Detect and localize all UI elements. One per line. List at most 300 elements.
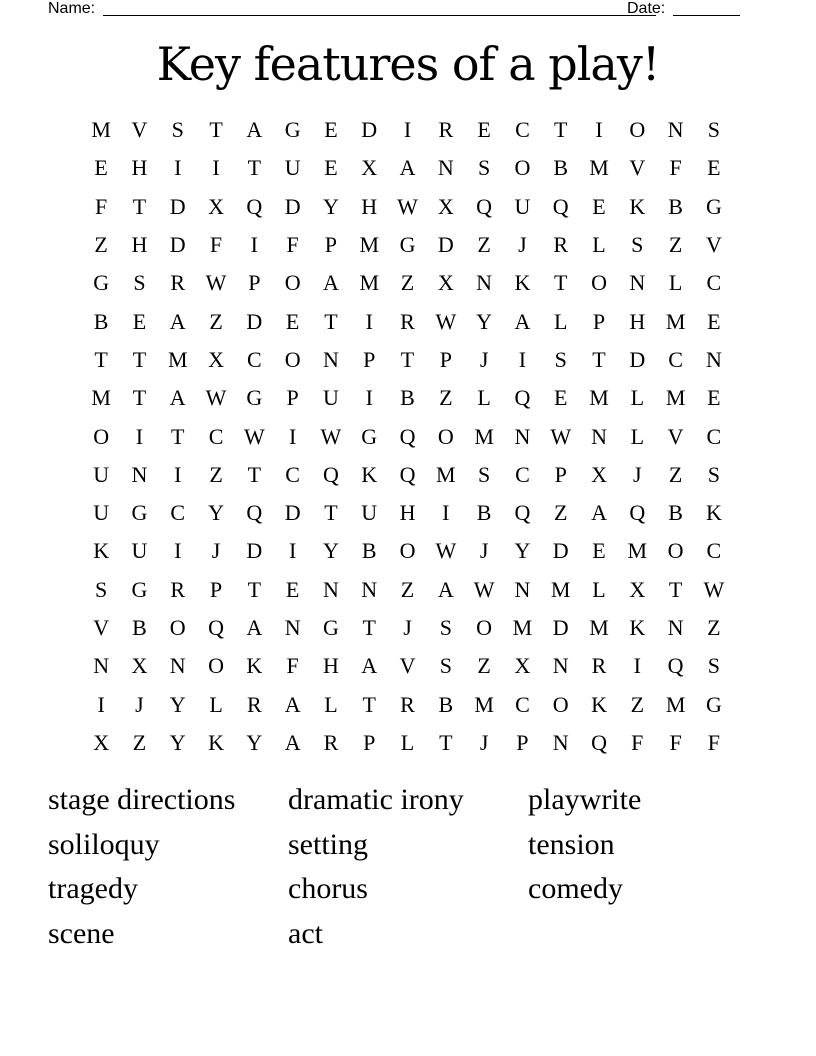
grid-letter[interactable]: Z xyxy=(400,270,415,296)
grid-letter[interactable]: W xyxy=(397,193,418,219)
grid-letter[interactable]: O xyxy=(667,538,684,564)
grid-letter[interactable]: J xyxy=(518,232,527,258)
name-line[interactable] xyxy=(103,15,656,16)
grid-letter[interactable]: T xyxy=(592,346,606,372)
page-title: Key features of a play! xyxy=(156,37,660,91)
word-list-item: scene xyxy=(48,916,115,950)
grid-letter[interactable]: C xyxy=(246,346,262,372)
grid-letter[interactable]: F xyxy=(95,193,108,219)
grid-letter[interactable]: N xyxy=(361,576,378,602)
grid-letter[interactable]: A xyxy=(437,576,454,602)
grid-letter[interactable]: Q xyxy=(629,500,646,526)
grid-letter[interactable]: A xyxy=(246,117,263,143)
grid-letter[interactable]: U xyxy=(514,193,531,219)
grid-letter[interactable]: P xyxy=(592,308,606,334)
grid-letter[interactable]: M xyxy=(550,576,571,602)
grid-letter[interactable]: M xyxy=(665,691,686,717)
grid-letter[interactable]: O xyxy=(208,653,224,679)
grid-letter[interactable]: L xyxy=(592,232,606,258)
grid-letter[interactable]: U xyxy=(284,155,301,181)
grid-letter[interactable]: N xyxy=(284,615,301,640)
grid-letter[interactable]: T xyxy=(400,346,415,372)
grid-letter[interactable]: K xyxy=(93,538,110,564)
grid-letter[interactable]: N xyxy=(667,117,684,143)
grid-letter[interactable]: T xyxy=(668,576,683,602)
grid-letter[interactable]: Y xyxy=(322,538,339,564)
grid-letter[interactable]: K xyxy=(629,615,646,640)
grid-letter[interactable]: X xyxy=(514,653,531,679)
grid-letter[interactable]: L xyxy=(668,270,683,296)
grid-letter[interactable]: N xyxy=(629,270,646,296)
grid-letter[interactable]: R xyxy=(553,232,569,258)
grid-letter[interactable]: G xyxy=(284,117,301,143)
grid-letter[interactable]: D xyxy=(169,232,186,258)
grid-letter[interactable]: O xyxy=(437,423,454,449)
grid-letter[interactable]: Z xyxy=(400,576,415,602)
grid-letter[interactable]: F xyxy=(209,232,223,258)
grid-letter[interactable]: M xyxy=(436,461,456,487)
grid-letter[interactable]: N xyxy=(705,346,722,372)
grid-letter[interactable]: N xyxy=(476,270,493,296)
grid-letter[interactable]: R xyxy=(591,653,607,679)
grid-letter[interactable]: O xyxy=(514,155,531,181)
grid-letter[interactable]: P xyxy=(516,729,529,755)
grid-letter[interactable]: C xyxy=(706,270,722,296)
grid-letter[interactable]: Y xyxy=(514,538,531,564)
grid-letter[interactable]: M xyxy=(91,117,111,143)
grid-letter[interactable]: E xyxy=(285,308,300,334)
grid-letter[interactable]: V xyxy=(705,232,722,258)
grid-letter[interactable]: L xyxy=(592,576,606,602)
grid-letter[interactable]: M xyxy=(167,346,188,372)
word-list-item: soliloquy xyxy=(48,827,160,861)
grid-letter[interactable]: X xyxy=(629,576,646,602)
grid-letter[interactable]: K xyxy=(591,691,607,717)
grid-letter[interactable]: M xyxy=(359,270,379,296)
grid-letter[interactable]: T xyxy=(171,423,185,449)
grid-letter[interactable]: D xyxy=(284,193,301,219)
grid-letter[interactable]: G xyxy=(361,423,378,449)
grid-letter[interactable]: R xyxy=(400,308,415,334)
grid-letter[interactable]: W xyxy=(703,576,725,602)
grid-letter[interactable]: N xyxy=(552,653,569,679)
grid-letter[interactable]: L xyxy=(630,423,645,449)
grid-letter[interactable]: G xyxy=(322,615,339,640)
grid-letter[interactable]: S xyxy=(707,653,721,679)
grid-letter[interactable]: X xyxy=(437,193,454,219)
grid-letter[interactable]: T xyxy=(439,729,453,755)
grid-letter[interactable]: W xyxy=(435,308,457,334)
grid-letter[interactable]: C xyxy=(706,423,722,449)
grid-letter[interactable]: X xyxy=(361,155,378,181)
grid-letter[interactable]: M xyxy=(627,538,648,564)
grid-letter[interactable]: E xyxy=(707,155,721,181)
grid-letter[interactable]: T xyxy=(553,117,568,143)
grid-letter[interactable]: Y xyxy=(322,193,339,219)
grid-letter[interactable]: X xyxy=(131,653,148,679)
grid-letter[interactable]: N xyxy=(322,346,339,372)
grid-letter[interactable]: Y xyxy=(476,308,493,334)
grid-letter[interactable]: E xyxy=(94,155,108,181)
grid-letter[interactable]: I xyxy=(403,117,412,143)
grid-letter[interactable]: W xyxy=(320,423,342,449)
grid-letter[interactable]: T xyxy=(247,576,262,602)
grid-letter[interactable]: X xyxy=(208,193,224,219)
grid-letter[interactable]: T xyxy=(362,691,376,717)
grid-letter[interactable]: O xyxy=(284,346,301,372)
grid-letter[interactable]: U xyxy=(322,385,339,411)
grid-letter[interactable]: T xyxy=(132,346,147,372)
grid-letter[interactable]: Z xyxy=(94,232,108,258)
grid-letter[interactable]: O xyxy=(93,423,110,449)
grid-letter[interactable]: A xyxy=(591,500,607,526)
grid-letter[interactable]: E xyxy=(553,385,568,411)
grid-letter[interactable]: I xyxy=(442,500,450,526)
grid-letter[interactable]: O xyxy=(552,691,569,717)
header xyxy=(48,0,740,20)
grid-letter[interactable]: K xyxy=(246,653,263,679)
grid-letter[interactable]: S xyxy=(439,653,452,679)
grid-letter[interactable]: O xyxy=(591,270,607,296)
grid-letter[interactable]: Y xyxy=(208,500,224,526)
grid-letter[interactable]: L xyxy=(477,385,491,411)
grid-letter[interactable]: D xyxy=(437,232,454,258)
grid-letter[interactable]: T xyxy=(132,385,147,411)
word-list-item: act xyxy=(288,916,323,950)
grid-letter[interactable]: L xyxy=(553,308,568,334)
grid-letter[interactable]: I xyxy=(135,423,144,449)
grid-letter[interactable]: N xyxy=(552,729,569,755)
grid-letter[interactable]: P xyxy=(209,576,223,602)
grid-letter[interactable]: R xyxy=(246,691,262,717)
grid-letter[interactable]: I xyxy=(174,538,182,564)
grid-letter[interactable]: Z xyxy=(209,308,223,334)
grid-letter[interactable]: E xyxy=(477,117,491,143)
grid-letter[interactable]: A xyxy=(361,653,378,679)
grid-letter[interactable]: R xyxy=(323,729,339,755)
grid-letter[interactable]: Y xyxy=(246,729,263,755)
grid-letter[interactable]: T xyxy=(362,615,376,640)
grid-letter[interactable]: B xyxy=(93,308,109,334)
grid-letter[interactable]: I xyxy=(212,155,220,181)
grid-letter[interactable]: T xyxy=(247,155,262,181)
grid-letter[interactable]: X xyxy=(437,270,454,296)
grid-letter[interactable]: A xyxy=(284,729,301,755)
grid-letter[interactable]: F xyxy=(669,729,682,755)
grid-letter[interactable]: J xyxy=(135,691,144,717)
grid-letter[interactable]: I xyxy=(174,155,182,181)
grid-letter[interactable]: H xyxy=(399,500,416,526)
grid-letter[interactable]: S xyxy=(631,232,644,258)
grid-letter[interactable]: T xyxy=(324,500,338,526)
grid-letter[interactable]: Z xyxy=(132,729,147,755)
grid-letter[interactable]: D xyxy=(246,308,263,334)
grid-letter[interactable]: O xyxy=(399,538,416,564)
grid-letter[interactable]: D xyxy=(284,500,301,526)
grid-letter[interactable]: A xyxy=(169,385,186,411)
grid-letter[interactable]: R xyxy=(170,576,186,602)
grid-letter[interactable]: Q xyxy=(591,729,607,755)
grid-letter[interactable]: R xyxy=(438,117,454,143)
grid-letter[interactable]: Q xyxy=(399,461,416,487)
grid-letter[interactable]: E xyxy=(285,576,300,602)
grid-letter[interactable]: G xyxy=(93,270,110,296)
grid-letter[interactable]: D xyxy=(629,346,646,372)
grid-letter[interactable]: P xyxy=(439,346,452,372)
grid-letter[interactable]: I xyxy=(365,308,373,334)
grid-letter[interactable]: M xyxy=(665,308,686,334)
grid-letter[interactable]: T xyxy=(209,117,223,143)
grid-letter[interactable]: G xyxy=(399,232,416,258)
grid-letter[interactable]: Q xyxy=(208,615,224,640)
grid-letter[interactable]: J xyxy=(479,346,489,372)
grid-letter[interactable]: E xyxy=(707,385,721,411)
grid-letter[interactable]: B xyxy=(553,155,569,181)
grid-letter[interactable]: T xyxy=(132,193,147,219)
grid-letter[interactable]: C xyxy=(208,423,224,449)
grid-letter[interactable]: C xyxy=(285,461,300,487)
grid-letter[interactable]: D xyxy=(246,538,263,564)
grid-letter[interactable]: I xyxy=(595,117,603,143)
grid-letter[interactable]: S xyxy=(707,461,721,487)
grid-letter[interactable]: P xyxy=(324,232,338,258)
grid-letter[interactable]: B xyxy=(668,193,683,219)
grid-letter[interactable]: Z xyxy=(630,691,645,717)
grid-letter[interactable]: N xyxy=(437,155,454,181)
grid-letter[interactable]: C xyxy=(515,691,530,717)
grid-letter[interactable]: N xyxy=(322,576,339,602)
grid-letter[interactable]: V xyxy=(131,117,148,143)
grid-letter[interactable]: M xyxy=(589,155,609,181)
grid-letter[interactable]: G xyxy=(246,385,263,411)
grid-letter[interactable]: M xyxy=(512,615,533,640)
grid-letter[interactable]: N xyxy=(131,461,148,487)
grid-letter[interactable]: O xyxy=(169,615,186,640)
grid-letter[interactable]: W xyxy=(473,576,495,602)
grid-letter[interactable]: A xyxy=(284,691,301,717)
grid-letter[interactable]: B xyxy=(400,385,415,411)
grid-letter[interactable]: Z xyxy=(707,615,721,640)
grid-letter[interactable]: S xyxy=(171,117,184,143)
grid-letter[interactable]: Z xyxy=(477,653,491,679)
grid-letter[interactable]: B xyxy=(668,500,683,526)
grid-letter[interactable]: G xyxy=(131,576,148,602)
grid-letter[interactable]: E xyxy=(324,117,338,143)
grid-letter[interactable]: S xyxy=(554,346,567,372)
grid-letter[interactable]: H xyxy=(322,653,339,679)
grid-letter[interactable]: C xyxy=(515,461,530,487)
grid-letter[interactable]: N xyxy=(169,653,186,679)
grid-letter[interactable]: M xyxy=(665,385,686,411)
grid-letter[interactable]: W xyxy=(550,423,572,449)
grid-letter[interactable]: V xyxy=(667,423,684,449)
grid-letter[interactable]: S xyxy=(95,576,108,602)
grid-letter[interactable]: U xyxy=(93,500,110,526)
grid-letter[interactable]: Q xyxy=(322,461,339,487)
grid-letter[interactable]: U xyxy=(131,538,148,564)
grid-letter[interactable]: T xyxy=(324,308,338,334)
grid-letter[interactable]: N xyxy=(514,576,531,602)
grid-letter[interactable]: I xyxy=(288,423,297,449)
grid-letter[interactable]: D xyxy=(169,193,186,219)
grid-letter[interactable]: Y xyxy=(169,691,186,717)
grid-letter[interactable]: F xyxy=(286,232,299,258)
grid-letter[interactable]: Q xyxy=(667,653,684,679)
grid-letter[interactable]: E xyxy=(707,308,721,334)
grid-letter[interactable]: K xyxy=(514,270,531,296)
grid-letter[interactable]: S xyxy=(439,615,452,640)
grid-letter[interactable]: Z xyxy=(668,232,683,258)
grid-letter[interactable]: P xyxy=(363,729,376,755)
grid-letter[interactable]: I xyxy=(174,461,182,487)
date-line[interactable] xyxy=(673,15,740,16)
grid-letter[interactable]: J xyxy=(479,729,489,755)
grid-letter[interactable]: Q xyxy=(246,500,263,526)
grid-letter[interactable]: G xyxy=(131,500,148,526)
grid-letter[interactable]: R xyxy=(170,270,186,296)
grid-letter[interactable]: G xyxy=(705,193,722,219)
grid-letter[interactable]: D xyxy=(552,538,569,564)
grid-letter[interactable]: M xyxy=(589,615,609,640)
grid-letter[interactable]: F xyxy=(669,155,682,181)
grid-letter[interactable]: E xyxy=(592,538,606,564)
grid-letter[interactable]: S xyxy=(477,461,491,487)
grid-letter[interactable]: V xyxy=(93,615,110,640)
grid-letter[interactable]: H xyxy=(361,193,378,219)
grid-letter[interactable]: A xyxy=(246,615,263,640)
grid-letter[interactable]: F xyxy=(707,729,721,755)
grid-letter[interactable]: N xyxy=(667,615,684,640)
grid-letter[interactable]: J xyxy=(633,461,642,487)
grid-letter[interactable]: B xyxy=(132,615,147,640)
grid-letter[interactable]: J xyxy=(211,538,221,564)
grid-letter[interactable]: T xyxy=(247,461,262,487)
grid-letter[interactable]: N xyxy=(591,423,607,449)
grid-letter[interactable]: F xyxy=(631,729,644,755)
grid-letter[interactable]: C xyxy=(515,117,530,143)
grid-letter[interactable]: I xyxy=(633,653,641,679)
grid-letter[interactable]: K xyxy=(705,500,722,526)
grid-letter[interactable]: H xyxy=(629,308,646,334)
grid-letter[interactable]: H xyxy=(131,232,148,258)
word-list-item: comedy xyxy=(528,872,623,905)
grid-letter[interactable]: V xyxy=(629,155,646,181)
grid-letter[interactable]: I xyxy=(365,385,373,411)
grid-letter[interactable]: B xyxy=(438,691,454,717)
grid-letter[interactable]: Z xyxy=(209,461,223,487)
grid-letter[interactable]: Z xyxy=(477,232,491,258)
grid-letter[interactable]: H xyxy=(131,155,148,181)
grid-letter[interactable]: A xyxy=(514,308,531,334)
grid-letter[interactable]: O xyxy=(284,270,301,296)
grid-letter[interactable]: U xyxy=(93,461,110,487)
word-list-item: tension xyxy=(528,827,615,861)
grid-letter[interactable]: R xyxy=(400,691,415,717)
grid-letter[interactable]: W xyxy=(435,538,457,564)
word-list-item: dramatic irony xyxy=(288,783,464,816)
grid-letter[interactable]: Q xyxy=(476,193,493,219)
grid-letter[interactable]: Y xyxy=(169,729,186,755)
grid-letter[interactable]: Q xyxy=(552,193,569,219)
grid-letter[interactable]: E xyxy=(132,308,147,334)
grid-letter[interactable]: X xyxy=(591,461,607,487)
grid-letter[interactable]: S xyxy=(133,270,146,296)
grid-letter[interactable]: A xyxy=(399,155,416,181)
grid-letter[interactable]: L xyxy=(630,385,645,411)
grid-letter[interactable]: N xyxy=(93,653,110,679)
grid-letter[interactable]: W xyxy=(205,385,227,411)
grid-letter[interactable]: Z xyxy=(668,461,683,487)
grid-letter[interactable]: I xyxy=(250,232,258,258)
grid-letter[interactable]: C xyxy=(668,346,683,372)
grid-letter[interactable]: W xyxy=(243,423,265,449)
grid-letter[interactable]: Z xyxy=(439,385,453,411)
grid-letter[interactable]: P xyxy=(286,385,299,411)
grid-letter[interactable]: W xyxy=(205,270,227,296)
grid-letter[interactable]: E xyxy=(324,155,338,181)
grid-letter[interactable]: Z xyxy=(553,500,568,526)
grid-letter[interactable]: M xyxy=(589,385,609,411)
grid-letter[interactable]: M xyxy=(91,385,111,411)
grid-letter[interactable]: B xyxy=(361,538,377,564)
grid-letter[interactable]: K xyxy=(361,461,378,487)
grid-letter[interactable]: I xyxy=(97,691,105,717)
grid-letter[interactable]: O xyxy=(476,615,493,640)
grid-letter[interactable]: K xyxy=(629,193,646,219)
grid-letter[interactable]: I xyxy=(518,346,527,372)
grid-letter[interactable]: X xyxy=(208,346,224,372)
grid-letter[interactable]: L xyxy=(209,691,223,717)
grid-letter[interactable]: L xyxy=(400,729,415,755)
grid-letter[interactable]: X xyxy=(93,729,110,755)
grid-letter[interactable]: Q xyxy=(246,193,263,219)
grid-letter[interactable]: A xyxy=(322,270,339,296)
grid-letter[interactable]: Q xyxy=(514,500,531,526)
grid-letter[interactable]: J xyxy=(403,615,412,640)
grid-letter[interactable]: Q xyxy=(514,385,531,411)
grid-letter[interactable]: C xyxy=(170,500,186,526)
grid-letter[interactable]: N xyxy=(514,423,531,449)
grid-letter[interactable]: P xyxy=(248,270,261,296)
grid-letter[interactable]: E xyxy=(592,193,606,219)
grid-letter[interactable]: O xyxy=(629,117,646,143)
word-list-item: stage directions xyxy=(48,783,236,816)
grid-letter[interactable]: V xyxy=(399,653,416,679)
grid-letter[interactable]: S xyxy=(707,117,721,143)
grid-letter[interactable]: M xyxy=(474,691,494,717)
grid-letter[interactable]: I xyxy=(288,538,297,564)
grid-letter[interactable]: M xyxy=(474,423,494,449)
grid-letter[interactable]: Q xyxy=(399,423,416,449)
grid-letter[interactable]: D xyxy=(552,615,569,640)
grid-letter[interactable]: K xyxy=(208,729,224,755)
grid-letter[interactable]: U xyxy=(361,500,378,526)
grid-letter[interactable]: G xyxy=(705,691,722,717)
grid-letter[interactable]: T xyxy=(94,346,108,372)
grid-letter[interactable]: B xyxy=(476,500,492,526)
grid-letter[interactable]: L xyxy=(324,691,338,717)
grid-letter[interactable]: C xyxy=(706,538,722,564)
grid-letter[interactable]: F xyxy=(286,653,299,679)
grid-letter[interactable]: S xyxy=(477,155,491,181)
grid-letter[interactable]: P xyxy=(554,461,567,487)
grid-letter[interactable]: J xyxy=(479,538,489,564)
grid-letter[interactable]: M xyxy=(359,232,379,258)
grid-letter[interactable]: A xyxy=(169,308,186,334)
grid-letter[interactable]: T xyxy=(553,270,568,296)
grid-letter[interactable]: D xyxy=(361,117,378,143)
grid-letter[interactable]: P xyxy=(363,346,376,372)
